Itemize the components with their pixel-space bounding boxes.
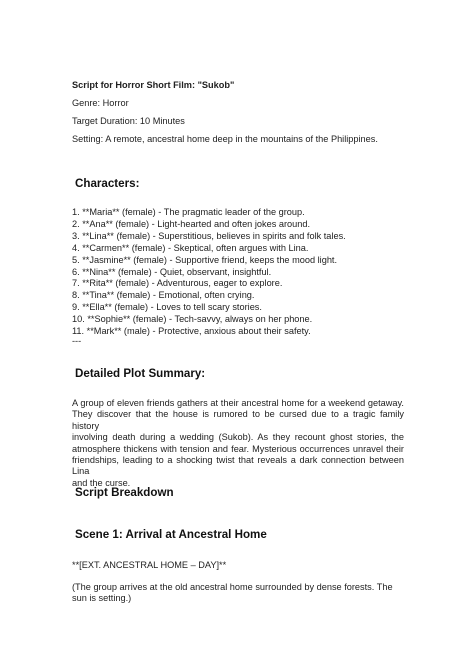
plot-line: involving death during a wedding (Sukob). As they recount ghost stories, the xyxy=(72,432,404,443)
duration-line: Target Duration: 10 Minutes xyxy=(72,116,185,126)
scene1-slug: **[EXT. ANCESTRAL HOME – DAY]** xyxy=(72,560,227,570)
list-item: 7. **Rita** (female) - Adventurous, eager to explore. xyxy=(72,278,283,289)
scene1-action-line: (The group arrives at the old ancestral home surrounded by dense forests. The xyxy=(72,582,393,592)
plot-line: and the curse. xyxy=(72,477,131,488)
breakdown-heading: Script Breakdown xyxy=(75,486,174,499)
list-item: 4. **Carmen** (female) - Skeptical, often argues with Lina. xyxy=(72,242,309,253)
list-item: 2. **Ana** (female) - Light-hearted and often jokes around. xyxy=(72,218,311,229)
list-item: 5. **Jasmine** (female) - Supportive friend, keeps the mood light. xyxy=(72,254,338,265)
list-item: 8. **Tina** (female) - Emotional, often crying. xyxy=(72,290,255,301)
list-item: 6. **Nina** (female) - Quiet, observant, insightful. xyxy=(72,266,272,277)
list-item: 3. **Lina** (female) - Superstitious, believes in spirits and folk tales. xyxy=(72,230,346,241)
list-item: 10. **Sophie** (female) - Tech-savvy, always on her phone. xyxy=(72,314,313,325)
plot-heading: Detailed Plot Summary: xyxy=(75,367,206,380)
plot-line: friendships, leading to a shocking twist that reveals a dark connection between Lina xyxy=(72,455,404,477)
separator: --- xyxy=(72,336,82,346)
scene1-action-line: sun is setting.) xyxy=(72,593,132,604)
plot-line: A group of eleven friends gathers at their ancestral home for a weekend getaway. xyxy=(72,398,404,408)
characters-list xyxy=(72,207,346,338)
list-item: 1. **Maria** (female) - The pragmatic leader of the group. xyxy=(72,207,305,217)
setting-line: Setting: A remote, ancestral home deep in the mountains of the Philippines. xyxy=(72,134,378,144)
plot-line: atmosphere thickens with tension and fear. Mysterious occurrences unravel their xyxy=(72,443,404,454)
plot-line: They discover that the house is rumored to be cursed due to a tragic family history xyxy=(72,409,404,431)
scene1-heading: Scene 1: Arrival at Ancestral Home xyxy=(75,528,267,541)
characters-heading: Characters: xyxy=(75,177,140,190)
scene1-action xyxy=(72,582,402,605)
list-item: 11. **Mark** (male) - Protective, anxious about their safety. xyxy=(72,326,311,337)
genre-line: Genre: Horror xyxy=(72,98,129,108)
script-title: Script for Horror Short Film: "Sukob" xyxy=(72,80,235,90)
list-item: 9. **Ella** (female) - Loves to tell scary stories. xyxy=(72,302,262,313)
plot-summary xyxy=(72,398,404,489)
